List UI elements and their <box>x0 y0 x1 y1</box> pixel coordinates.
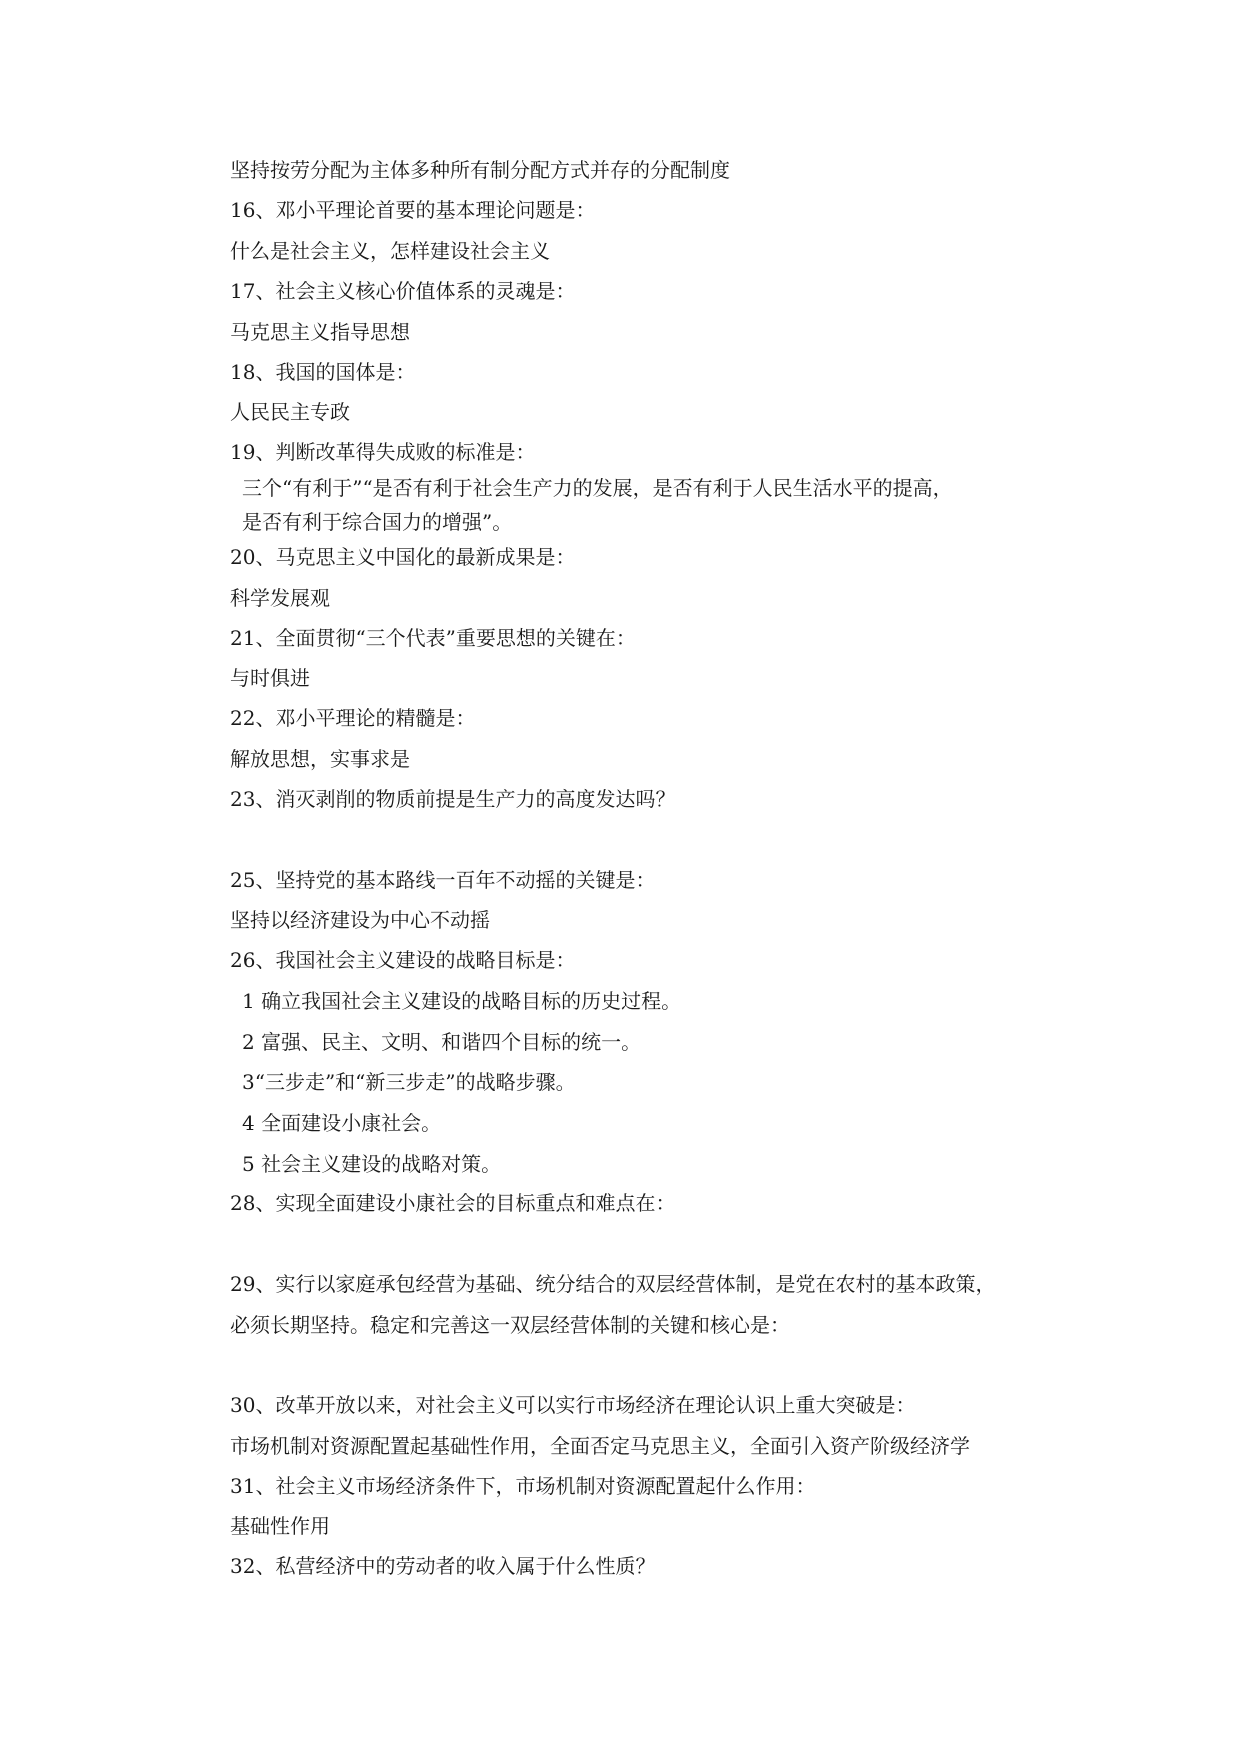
answer-26-item-2: 2 富强、民主、文明、和谐四个目标的统一。 <box>242 1030 642 1054</box>
text-line: 坚持按劳分配为主体多种所有制分配方式并存的分配制度 <box>230 158 730 182</box>
question-26: 26、我国社会主义建设的战略目标是： <box>230 948 576 972</box>
answer-22: 解放思想，实事求是 <box>230 747 410 771</box>
question-22: 22、邓小平理论的精髓是： <box>230 706 476 730</box>
answer-26-item-4: 4 全面建设小康社会。 <box>242 1111 442 1135</box>
question-29-line-1: 29、实行以家庭承包经营为基础、统分结合的双层经营体制，是党在农村的基本政策， <box>230 1272 996 1296</box>
question-20: 20、马克思主义中国化的最新成果是： <box>230 545 576 569</box>
question-30: 30、改革开放以来，对社会主义可以实行市场经济在理论认识上重大突破是： <box>230 1393 916 1417</box>
question-25: 25、坚持党的基本路线一百年不动摇的关键是： <box>230 868 656 892</box>
answer-26-item-1: 1 确立我国社会主义建设的战略目标的历史过程。 <box>242 989 682 1013</box>
answer-19-line-2: 是否有利于综合国力的增强”。 <box>242 510 513 534</box>
answer-16: 什么是社会主义，怎样建设社会主义 <box>230 239 550 263</box>
answer-26-item-5: 5 社会主义建设的战略对策。 <box>242 1152 502 1176</box>
question-28: 28、实现全面建设小康社会的目标重点和难点在： <box>230 1191 676 1215</box>
question-18: 18、我国的国体是： <box>230 360 416 384</box>
answer-18: 人民民主专政 <box>230 400 350 424</box>
question-16: 16、邓小平理论首要的基本理论问题是： <box>230 198 596 222</box>
answer-19-line-1: 三个“有利于”“是否有利于社会生产力的发展，是否有利于人民生活水平的提高， <box>242 476 953 500</box>
question-21: 21、全面贯彻“三个代表”重要思想的关键在： <box>230 626 636 650</box>
answer-31: 基础性作用 <box>230 1514 330 1538</box>
answer-30: 市场机制对资源配置起基础性作用，全面否定马克思主义，全面引入资产阶级经济学 <box>230 1434 970 1458</box>
answer-26-item-3: 3“三步走”和“新三步走”的战略步骤。 <box>242 1070 576 1094</box>
question-29-line-2: 必须长期坚持。稳定和完善这一双层经营体制的关键和核心是： <box>230 1313 790 1337</box>
question-31: 31、社会主义市场经济条件下，市场机制对资源配置起什么作用： <box>230 1474 816 1498</box>
question-23: 23、消灭剥削的物质前提是生产力的高度发达吗？ <box>230 787 676 811</box>
question-32: 32、私营经济中的劳动者的收入属于什么性质？ <box>230 1554 656 1578</box>
answer-20: 科学发展观 <box>230 586 330 610</box>
answer-21: 与时俱进 <box>230 666 310 690</box>
answer-25: 坚持以经济建设为中心不动摇 <box>230 908 490 932</box>
answer-17: 马克思主义指导思想 <box>230 320 410 344</box>
question-19: 19、判断改革得失成败的标准是： <box>230 440 536 464</box>
question-17: 17、社会主义核心价值体系的灵魂是： <box>230 279 576 303</box>
